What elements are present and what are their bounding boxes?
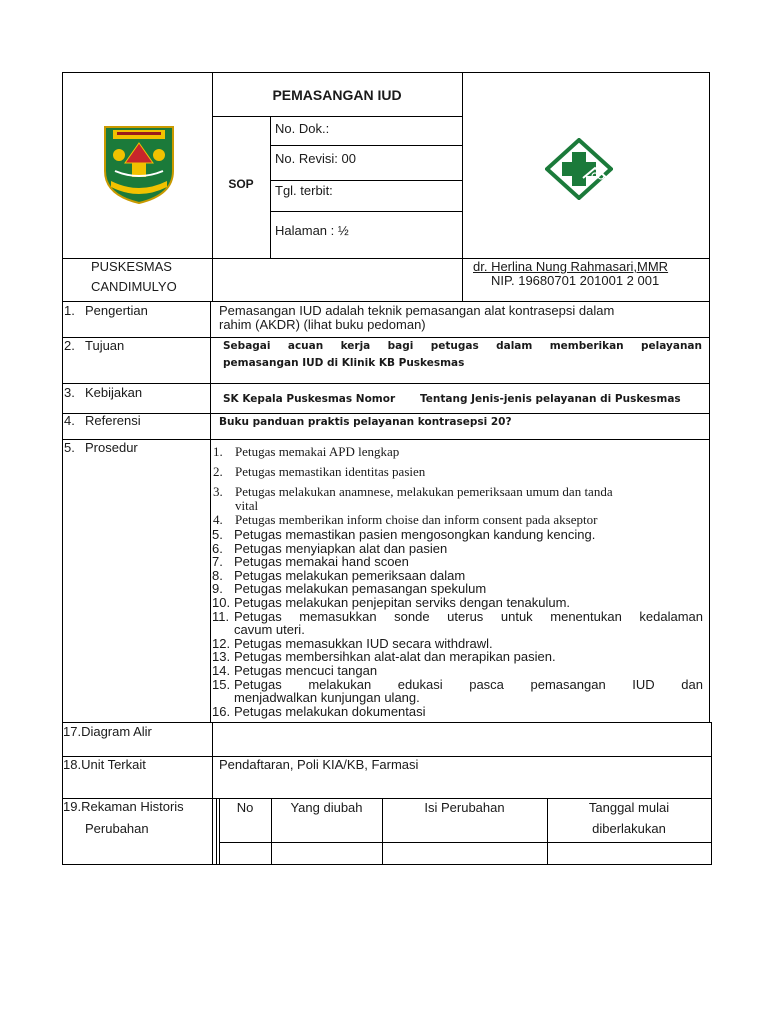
procedure-step-text: Petugas melakukan dokumentasi: [234, 703, 426, 719]
section-num: 3.: [64, 385, 75, 400]
procedure-step-number: 13.: [212, 649, 231, 665]
procedure-step-text: Petugas memasukkan sonde uterus untuk menentukan kedalaman: [234, 608, 703, 624]
procedure-step: [212, 596, 703, 610]
section-label-referensi: Referensi: [85, 413, 141, 428]
referensi-text: Buku panduan praktis pelayanan kontrasepsi 20?: [219, 416, 512, 428]
procedure-step: [212, 678, 703, 705]
procedure-step-continuation: vital: [235, 498, 259, 513]
procedure-step: [212, 542, 703, 556]
procedure-step-number: 9.: [212, 581, 223, 597]
procedure-step: [212, 664, 703, 678]
procedure-steps-serif: [213, 445, 703, 533]
procedure-step-text: Petugas memastikan identitas pasien: [235, 464, 426, 479]
procedure-step: [213, 445, 703, 459]
procedure-step: [212, 705, 703, 719]
procedure-step: [212, 610, 703, 637]
procedure-step: [212, 569, 703, 583]
procedure-step-number: 14.: [212, 662, 231, 678]
procedure-step-number: 12.: [212, 635, 231, 651]
procedure-steps-sans: [212, 528, 703, 718]
procedure-step-number: 15.: [212, 676, 231, 692]
procedure-step-number: 4.: [213, 512, 223, 527]
procedure-step-text: Petugas memberikan inform choise dan inform consent pada akseptor: [235, 512, 598, 527]
procedure-step-number: 8.: [212, 567, 223, 583]
signer-name: dr. Herlina Nung Rahmasari,MMR: [473, 259, 669, 274]
procedure-step-text: Petugas mencuci tangan: [234, 662, 378, 678]
procedure-step-number: 5.: [212, 527, 223, 542]
district-emblem: [103, 125, 175, 205]
procedure-step: [212, 650, 703, 664]
tujuan-text-line2: pemasangan IUD di Klinik KB Puskesmas: [223, 357, 465, 369]
section-label-tujuan: Tujuan: [85, 338, 125, 353]
puskesmas-cross-icon: [545, 138, 613, 200]
sop-label: SOP: [228, 177, 254, 191]
section-label-diagram: 17.Diagram Alir: [63, 724, 152, 739]
section-label-kebijakan: Kebijakan: [85, 385, 143, 400]
tujuan-text-line1: Sebagai acuan kerja bagi petugas dalam memberikan pelayanan: [223, 340, 702, 352]
history-col-diubah: Yang diubah: [290, 800, 363, 815]
procedure-step: [213, 513, 703, 527]
procedure-step: [212, 555, 703, 569]
procedure-step-text: Petugas melakukan pemasangan spekulum: [234, 581, 487, 597]
no-dok-field: No. Dok.:: [275, 121, 330, 136]
procedure-step-number: 1.: [213, 444, 223, 459]
no-revisi-field: No. Revisi: 00: [275, 151, 356, 166]
section-label-rekaman: 19.Rekaman Historis: [63, 799, 184, 814]
procedure-step-text: Petugas melakukan penjepitan serviks dengan tenakulum.: [234, 594, 571, 610]
procedure-step-number: 16.: [212, 703, 231, 719]
procedure-step: [212, 582, 703, 596]
halaman-field: Halaman : ½: [275, 223, 349, 238]
procedure-step: [212, 637, 703, 651]
signer-nip: NIP. 19680701 201001 2 001: [491, 273, 660, 288]
procedure-step-text: Petugas memakai hand scoen: [234, 554, 409, 570]
section-num: 4.: [64, 413, 75, 428]
procedure-step: [213, 485, 703, 513]
history-col-tanggal: Tanggal mulai: [588, 800, 670, 815]
procedure-step: [213, 465, 703, 479]
section-label-prosedur: Prosedur: [85, 440, 138, 455]
district-emblem-icon: [103, 125, 175, 205]
history-col-tanggal-2: diberlakukan: [592, 821, 666, 836]
procedure-step-text: Petugas memasukkan IUD secara withdrawl.: [234, 635, 493, 651]
section-num: 5.: [64, 440, 75, 455]
kebijakan-text-a: SK Kepala Puskesmas Nomor: [223, 393, 396, 405]
procedure-step: [212, 528, 703, 542]
pengertian-text-line2: rahim (AKDR) (lihat buku pedoman): [219, 317, 426, 332]
history-col-isi: Isi Perubahan: [424, 800, 505, 815]
procedure-step-number: 10.: [212, 594, 231, 610]
section-num: 2.: [64, 338, 75, 353]
tgl-terbit-field: Tgl. terbit:: [275, 183, 333, 198]
procedure-step-text: Petugas melakukan anamnese, melakukan pemeriksaan umum dan tanda: [235, 484, 613, 499]
procedure-step-text: Petugas memakai APD lengkap: [235, 444, 400, 459]
puskesmas-logo: [545, 138, 613, 200]
procedure-step-number: 6.: [212, 540, 223, 556]
procedure-step-text: Petugas membersihkan alat-alat dan merapikan pasien.: [234, 649, 556, 665]
section-num: 1.: [64, 303, 75, 318]
history-col-no: No: [236, 800, 254, 815]
procedure-step-number: 3.: [213, 484, 223, 499]
procedure-step-continuation: menjadwalkan kunjungan ulang.: [234, 690, 420, 706]
procedure-step-number: 11.: [212, 608, 230, 624]
procedure-step-text: Petugas menyiapkan alat dan pasien: [234, 540, 448, 556]
section-label-rekaman-2: Perubahan: [85, 821, 149, 836]
section-label-pengertian: Pengertian: [85, 303, 148, 318]
page-title: PEMASANGAN IUD: [272, 87, 402, 103]
section-label-unit: 18.Unit Terkait: [63, 757, 146, 772]
procedure-step-number: 2.: [213, 464, 223, 479]
unit-terkait-text: Pendaftaran, Poli KIA/KB, Farmasi: [219, 757, 419, 772]
procedure-step-number: 7.: [212, 554, 223, 570]
procedure-step-text: Petugas melakukan edukasi pasca pemasangan IUD dan: [234, 676, 703, 692]
procedure-step-text: Petugas melakukan pemeriksaan dalam: [234, 567, 466, 583]
org-name-line1: PUSKESMAS: [91, 259, 172, 274]
kebijakan-text-b: Tentang Jenis-jenis pelayanan di Puskesmas: [420, 393, 681, 405]
procedure-step-continuation: cavum uteri.: [234, 622, 305, 638]
procedure-step-text: Petugas memastikan pasien mengosongkan kandung kencing.: [234, 527, 596, 542]
pengertian-text-line1: Pemasangan IUD adalah teknik pemasangan alat kontrasepsi dalam: [219, 303, 615, 318]
org-name-line2: CANDIMULYO: [91, 279, 177, 294]
